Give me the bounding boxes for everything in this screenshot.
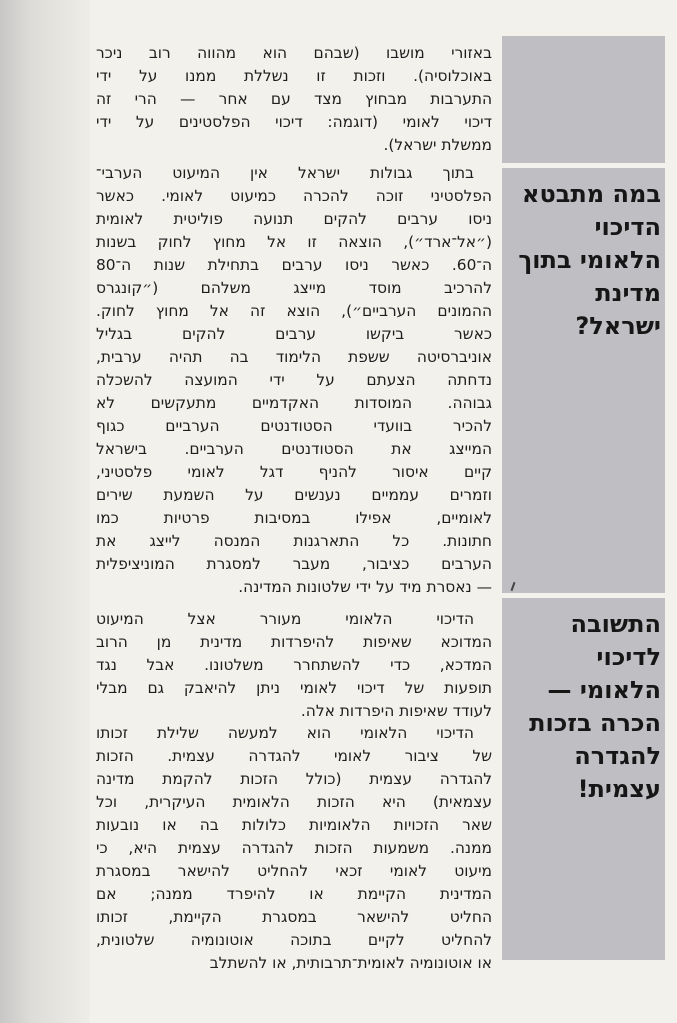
paragraph-3 (96, 608, 492, 723)
paragraph-4 (96, 722, 492, 975)
text-line: ממשלת ישראל). (383, 136, 492, 154)
text-line: להחליט לקיים בתוכה אוטונומיה שלטונית, (96, 931, 492, 949)
text-line: מיעוט לאומי זכאי להחליט להישאר במסגרת (96, 862, 492, 880)
text-line: ה־60. כאשר ניסו ערבים בתחילת שנות ה־80 (96, 256, 492, 274)
text-line: לעודד שאיפות היפרדות אלה. (300, 702, 492, 720)
text-line: באזורי מושבו (שבהם הוא מהווה רוב ניכר (96, 44, 492, 62)
paragraph-1 (96, 42, 492, 157)
text-line: תופעות של דיכוי לאומי ניתן להיאבק גם מבלי (96, 679, 492, 697)
text-line: קיים איסור להניף דגל לאומי פלסטיני, (96, 463, 492, 481)
text-line: נדחתה הצעתם על ידי המועצה להשכלה (96, 371, 492, 389)
text-line: חתונות. כל התארגנות המנסה לייצג את (96, 532, 492, 550)
paragraph-2 (96, 162, 492, 599)
text-line: הדיכוי הלאומי הוא למעשה שלילת זכותו (96, 724, 474, 742)
text-line: דיכוי לאומי (דוגמה: דיכוי הפלסטינים על ידי (96, 113, 492, 131)
text-line: ניסו ערבים להקים תנועה פוליטית לאומית (96, 210, 492, 228)
text-line: להגדרה עצמית (כולל הזכות להקמת מדינה (96, 770, 492, 788)
text-line: אוניברסיטה ששפת הלימוד בה תהיה ערבית, (96, 348, 492, 366)
text-line: בתוך גבולות ישראל אין המיעוט הערבי־ (96, 164, 474, 182)
text-line: או אוטונומיה לאומית־תרבותית, או להשתלב (209, 954, 492, 972)
text-line: עצמאית) היא הזכות הלאומית העיקרית, וכל (96, 793, 492, 811)
text-line: כאשר ביקשו ערבים להקים בגליל (96, 325, 492, 343)
text-line: באוכלוסיה). וזכות זו נשללת ממנו על ידי (96, 67, 492, 85)
text-line: להרכיב מוסד מייצג משלהם (״קונגרס (96, 279, 492, 297)
text-line: המדכא, כדי להשתחרר משלטונו. אבל נגד (96, 656, 492, 674)
text-line: של ציבור לאומי להגדרה עצמית. הזכות (96, 747, 492, 765)
text-line: לאומיים, אפילו במסיבות פרטיות כמו (96, 509, 492, 527)
page-edge-shadow (0, 0, 90, 1023)
text-line: (״אל־ארד״), הוצאה זו אל מחוץ לחוק בשנות (96, 233, 492, 251)
text-line: הפלסטיני זוכה להכרה כמיעוט לאומי. כאשר (96, 187, 492, 205)
text-line: החליט להישאר במסגרת הקיימת, זכותו (96, 908, 492, 926)
text-line: הדיכוי הלאומי מעורר אצל המיעוט (96, 610, 474, 628)
text-line: המייצג את הסטודנטים הערביים. בישראל (96, 440, 492, 458)
text-line: וזמרים עממיים נענשים על השמעת שירים (96, 486, 492, 504)
text-line: שאר הזכויות הלאומיות כלולות בה או נובעות (96, 816, 492, 834)
text-line: — נאסרת מיד על ידי שלטונות המדינה. (238, 578, 492, 596)
text-line: גבוהה. המוסדות האקדמיים מתעקשים לא (96, 394, 492, 412)
text-line: ההמונים הערביים״), הוצא זה אל מחוץ לחוק. (96, 302, 492, 320)
text-line: הערבים כציבור, מעבר למסגרת המוניציפלית (96, 555, 492, 573)
text-line: ממנה. משמעות הזכות להגדרה עצמית היא, כי (96, 839, 492, 857)
text-line: המדינית הקיימת או להיפרד ממנה; אם (96, 885, 492, 903)
sidebar-panel-top (502, 36, 665, 163)
sidebar-heading-national-oppression: במה מתבטא הדיכוי הלאומי בתוך מדינת ישראל? (518, 180, 661, 340)
sidebar-heading-self-determination: התשובה לדיכוי הלאומי — הכרה בזכות להגדרה עצמית! (529, 610, 661, 803)
text-line: התערבות מבחוץ מצד עם אחר — הרי זה (96, 90, 492, 108)
text-line: המדוכא שאיפות להיפרדות מדינית מן הרוב (96, 633, 492, 651)
text-line: להכיר בוועדי הסטודנטים הערביים כגוף (96, 417, 492, 435)
